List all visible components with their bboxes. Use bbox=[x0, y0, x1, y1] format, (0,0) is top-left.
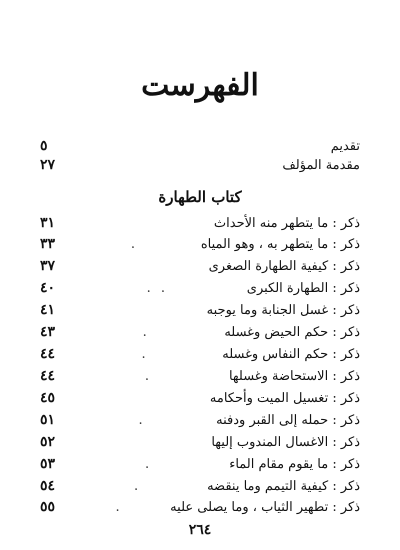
entry-text: ذكر : ما يتطهر منه الأحداث bbox=[213, 215, 360, 231]
entry-page-number: ٣٣ bbox=[40, 236, 56, 252]
folio-page-number: ٢٦٤ bbox=[188, 522, 212, 538]
entry-text: ذكر : حكم النفاس وغسله bbox=[222, 346, 360, 362]
entry-text: ذكر : الاستحاضة وغسلها bbox=[228, 368, 360, 384]
entry-text: ذكر : تطهير الثياب ، وما يصلى عليه bbox=[170, 499, 360, 515]
entry-text: تقديم bbox=[330, 138, 360, 154]
entry-page-number: ٤٥ bbox=[40, 390, 56, 406]
index-entry bbox=[40, 388, 360, 408]
index-entry bbox=[40, 497, 360, 517]
index-entry bbox=[40, 213, 360, 233]
entry-page-number: ٥٢ bbox=[40, 434, 56, 450]
front-entry-introduction bbox=[40, 136, 360, 156]
entry-text: ذكر : ما يتطهر به ، وهو المياه bbox=[200, 236, 360, 252]
entry-text: ذكر : تغسيل الميت وأحكامه bbox=[209, 390, 360, 406]
entry-text: ذكر : الطهارة الكبرى bbox=[246, 280, 360, 296]
entry-page-number: ٢٧ bbox=[40, 157, 56, 173]
entry-text: ذكر : كيفية التيمم وما ينقضه bbox=[207, 478, 360, 494]
entry-text: ذكر : كيفية الطهارة الصغرى bbox=[208, 258, 360, 274]
index-entry bbox=[40, 300, 360, 320]
entry-leader: . bbox=[133, 478, 142, 494]
index-entry bbox=[40, 410, 360, 430]
entry-text: ذكر : حكم الحيض وغسله bbox=[224, 324, 360, 340]
index-entry bbox=[40, 432, 360, 452]
entry-page-number: ٤٤ bbox=[40, 368, 56, 384]
entry-text: ذكر : غسل الجنابة وما يوجبه bbox=[206, 302, 360, 318]
index-entry bbox=[40, 322, 360, 342]
entry-page-number: ٤١ bbox=[40, 302, 56, 318]
front-entry-author-preface bbox=[40, 155, 360, 175]
entry-page-number: ٥٣ bbox=[40, 456, 56, 472]
index-entry bbox=[40, 366, 360, 386]
entry-page-number: ٥١ bbox=[40, 412, 56, 428]
entry-page-number: ٥٤ bbox=[40, 478, 56, 494]
entry-leader: . bbox=[142, 324, 150, 340]
index-title: الفهرست bbox=[141, 68, 259, 103]
entry-leader: . bbox=[145, 456, 153, 472]
index-entry bbox=[40, 476, 360, 496]
entry-leader: . bbox=[138, 412, 146, 428]
entry-leader: . bbox=[115, 499, 123, 515]
entry-page-number: ٥ bbox=[40, 138, 48, 154]
index-entry bbox=[40, 454, 360, 474]
entry-text: ذكر : حمله إلى القبر ودفنه bbox=[216, 412, 360, 428]
index-entry bbox=[40, 234, 360, 254]
entry-text: ذكر : الاغسال المندوب إليها bbox=[211, 434, 360, 450]
index-entry bbox=[40, 278, 360, 298]
section-heading: كتاب الطهارة bbox=[158, 188, 242, 206]
entry-leader: . bbox=[144, 368, 153, 384]
index-entry bbox=[40, 256, 360, 276]
index-entry bbox=[40, 344, 360, 364]
entry-leader: . bbox=[130, 236, 138, 252]
entry-page-number: ٥٥ bbox=[40, 499, 56, 515]
entry-page-number: ٣٧ bbox=[40, 258, 56, 274]
entry-page-number: ٣١ bbox=[40, 215, 56, 231]
entry-page-number: ٤٤ bbox=[40, 346, 56, 362]
entry-text: مقدمة المؤلف bbox=[282, 157, 360, 173]
entry-page-number: ٤٠ bbox=[40, 280, 56, 296]
entry-leader: . bbox=[141, 346, 149, 362]
entry-leader: . . bbox=[146, 280, 169, 296]
entry-page-number: ٤٣ bbox=[40, 324, 56, 340]
entry-text: ذكر : ما يقوم مقام الماء bbox=[229, 456, 360, 472]
